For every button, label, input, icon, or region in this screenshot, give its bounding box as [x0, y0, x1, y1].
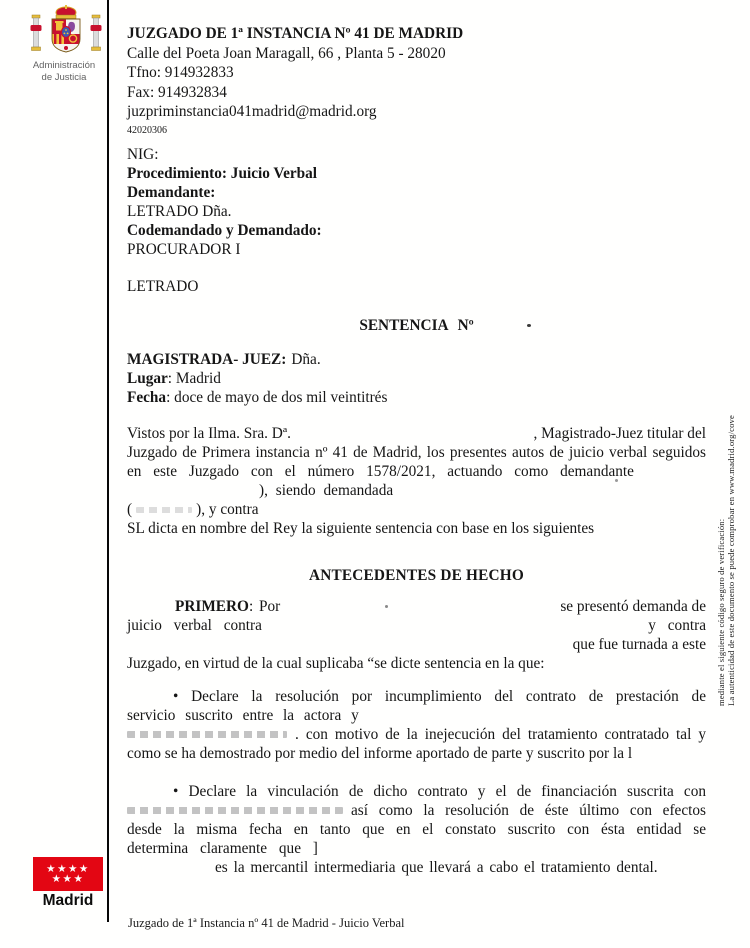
- court-address: Calle del Poeta Joan Maragall, 66 , Planta 5 - 28020: [127, 44, 446, 62]
- primero-paragraph: [127, 597, 706, 673]
- bullet2-line1: • Declare la vinculación de dicho contrato y el de financiación suscrita con: [173, 782, 706, 800]
- judge-value: Dña.: [291, 350, 321, 368]
- page-footer: Juzgado de 1ª Instancia nº 41 de Madrid - Juicio Verbal: [128, 916, 405, 930]
- plaintiff-representative: LETRADO Dña.: [127, 202, 232, 220]
- primero-after-label: : Por: [248, 597, 281, 615]
- court-phone: Tfno: 914932833: [127, 64, 234, 81]
- place-label: Lugar: [127, 369, 168, 387]
- madrid-flag-logo: [33, 857, 103, 910]
- redaction-mark: [136, 507, 192, 513]
- date-label: Fecha: [127, 388, 167, 406]
- primero-line1-right: se presentó demanda de: [560, 597, 706, 615]
- emblem-caption-line2: de Justicia: [41, 71, 87, 83]
- vistos-line6: SL dicta en nombre del Rey la siguiente sentencia con base en los siguientes: [127, 519, 595, 537]
- primero-line3: que fue turnada a este: [572, 635, 706, 653]
- verification-note-line1: La autenticidad de este documento se puede comprobar en www.madrid.org/cove: [726, 415, 736, 706]
- vistos-line5-close: ), y contra: [196, 500, 259, 518]
- barcode-top-icon: [721, 284, 745, 323]
- bullet2-line4: determina claramente que ]: [127, 839, 318, 857]
- sentence-title: SENTENCIA Nº: [359, 316, 474, 334]
- bullet1-line4: como se ha demostrado por medio del informe aportado de parte y suscrito por la l: [127, 744, 633, 762]
- procedure-line: Procedimiento: Juicio Verbal: [127, 164, 318, 182]
- emblem-caption: [12, 60, 116, 83]
- primero-line2-right: y contra: [648, 616, 706, 634]
- judgment-header-block: [127, 350, 706, 407]
- petition-bullet-2: [127, 782, 706, 877]
- spain-coat-of-arms-icon: [28, 5, 104, 66]
- spain-coat-of-arms-svg: [29, 5, 103, 61]
- primero-line4: Juzgado, en virtud de la cual suplicaba “se dicte sentencia en la que:: [127, 654, 545, 672]
- scan-artifact: [527, 324, 531, 327]
- date-value: : doce de mayo de dos mil veintitrés: [166, 388, 388, 406]
- vertical-divider: [107, 0, 109, 922]
- vistos-paragraph: [127, 424, 706, 538]
- vistos-line4: ), siendo demandada: [259, 481, 394, 499]
- madrid-stars-row2: ★★★: [51, 873, 85, 885]
- plaintiff-label: Demandante:: [127, 183, 216, 201]
- place-value: : Madrid: [167, 369, 221, 387]
- court-email: juzpriminstancia041madrid@madrid.org: [127, 103, 377, 120]
- codefendant-representative: PROCURADOR I: [127, 240, 241, 258]
- bullet2-line2: así como la resolución de éste último con efectos: [351, 801, 706, 819]
- codefendant-label: Codemandado y Demandado:: [127, 221, 322, 239]
- bullet2-line3: desde la misma fecha en tanto que en el constato suscrito con ésta entidad se: [127, 820, 706, 838]
- vistos-line3: en este Juzgado con el número 1578/2021, actuando como demandante: [127, 462, 634, 480]
- document-body: [127, 0, 706, 877]
- emblem-caption-line1: Administración: [32, 60, 96, 71]
- redaction-mark: [127, 731, 287, 738]
- vistos-line5-open-paren: (: [127, 500, 133, 518]
- primero-line2-left: juicio verbal contra: [127, 616, 262, 634]
- bullet2-line5: es la mercantil intermediaria que llevará a cabo el tratamiento dental.: [215, 858, 658, 876]
- bullet1-line3: . con motivo de la inejecución del tratamiento contratado tal y: [295, 725, 706, 743]
- antecedentes-heading: ANTECEDENTES DE HECHO: [308, 566, 524, 584]
- bullet1-line1: • Declare la resolución por incumplimiento del contrato de prestación de: [173, 687, 706, 705]
- redaction-mark: [127, 807, 343, 814]
- case-info-block: [127, 145, 706, 296]
- barcode-bottom-icon: [721, 355, 745, 401]
- document-code: 42020306: [127, 124, 167, 136]
- vistos-line1-left: Vistos por la Ilma. Sra. Dª.: [127, 424, 291, 442]
- letrado-line: LETRADO: [127, 277, 199, 295]
- court-name: JUZGADO DE 1ª INSTANCIA Nº 41 DE MADRID: [127, 25, 464, 42]
- vistos-line2: Juzgado de Primera instancia nº 41 de Madrid, los presentes autos de juicio verbal seguidos: [127, 443, 706, 461]
- bullet1-line2: servicio suscrito entre la actora y: [127, 706, 359, 724]
- scan-artifact: [385, 605, 388, 608]
- scan-artifact: [615, 479, 618, 482]
- petition-bullet-1: [127, 687, 706, 763]
- madrid-logo-label: Madrid: [42, 892, 94, 909]
- vistos-line1-right: , Magistrado-Juez titular del: [533, 424, 706, 442]
- judge-label: MAGISTRADA- JUEZ:: [127, 350, 287, 368]
- primero-label: PRIMERO: [175, 597, 249, 615]
- court-fax: Fax: 914932834: [127, 83, 227, 101]
- nig-line: NIG:: [127, 145, 159, 163]
- verification-note-line2: mediante el siguiente código seguro de verificación:: [716, 518, 726, 706]
- madrid-stars-row1: ★★★★: [46, 863, 90, 875]
- madrid-flag-icon: [33, 857, 103, 891]
